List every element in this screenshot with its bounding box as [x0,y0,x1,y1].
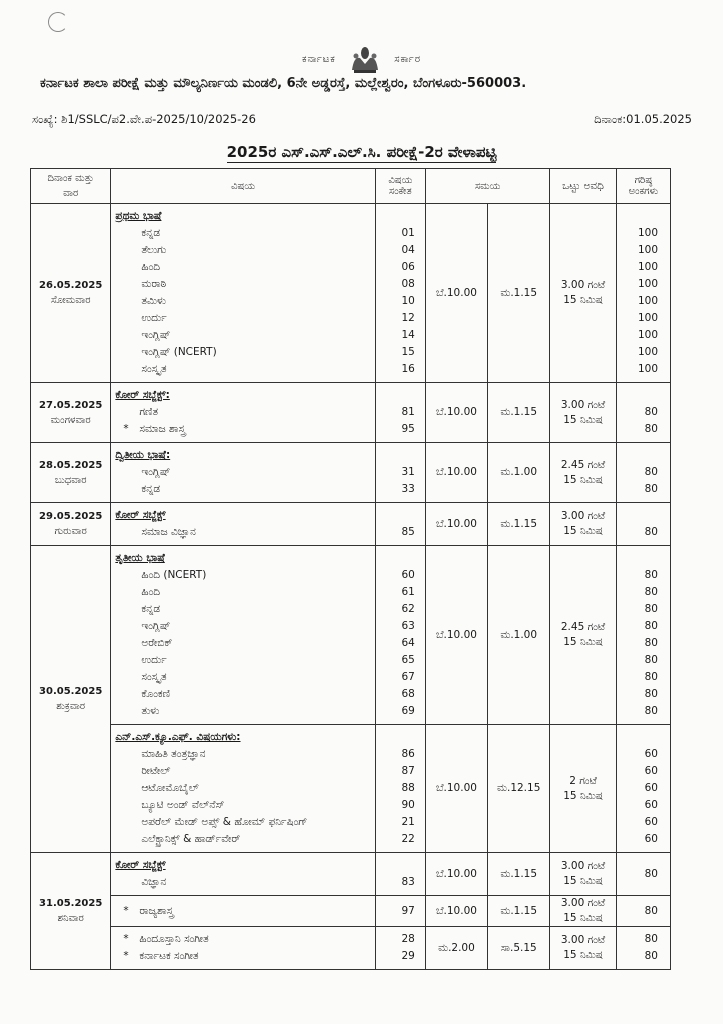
end-time: ಮ.1.15 [488,383,550,443]
subject-name [111,703,374,720]
subject-name [111,763,374,780]
issue-date: ದಿನಾಂಕ:01.05.2025 [594,112,692,126]
start-time: ಬೆ.10.00 [425,725,487,853]
date-cell: 30.05.2025 ಶುಕ್ರವಾರ [31,546,111,853]
subject-code: 63 [401,620,415,632]
max-marks: 60 [644,816,658,828]
header-time: ಸಮಯ [425,169,550,204]
code-cell [375,546,425,725]
subject-name [111,421,374,438]
subject-cell [111,204,375,383]
subject-label: ಎಲೆಕ್ಟ್ರಾನಿಕ್ಸ್ & ಹಾರ್ಡ್‌ವೇರ್ [141,833,241,845]
start-time: ಬೆ.10.00 [425,546,487,725]
table-row [31,503,671,546]
subject-label: ಕನ್ನಡ [141,227,161,239]
subject-cell: ಕೋರ್ ಸಬ್ಜೆಕ್ಟ್ ವಿಜ್ಞಾನ [111,853,375,896]
max-marks: 80 [644,654,658,666]
subject-name [111,831,374,848]
max-marks: 80 [644,423,658,435]
subject-code: 04 [401,244,415,256]
max-marks: 100 [637,295,658,307]
subject-name [111,361,374,378]
duration-cell: 2 ಗಂಟೆ 15 ನಿಮಿಷ [550,725,616,853]
max-marks: 80 [644,466,658,478]
punch-mark [48,12,68,32]
max-marks: 60 [644,833,658,845]
state-label: ಕರ್ನಾಟಕ [302,54,336,65]
duration-minutes: 15 ನಿಮಿಷ [563,525,603,537]
code-cell: 28 29 [375,927,425,970]
exam-day: ಸೋಮವಾರ [50,295,91,306]
subject-label: ಸಮಾಜ ವಿಜ್ಞಾನ [141,526,196,538]
spacer [617,447,670,464]
start-time: ಮ.2.00 [425,927,487,970]
group-heading: ಪ್ರಥಮ ಭಾಷೆ [115,210,162,222]
subject-label: ಗಣಿತ [139,406,159,418]
spacer [617,208,670,225]
duration-hours: 3.00 ಗಂಟೆ [560,279,606,291]
max-marks: 100 [637,244,658,256]
end-time: ಮ.1.15 [488,896,550,927]
subject-name [111,293,374,310]
subject-name [111,814,374,831]
max-marks: 100 [637,261,658,273]
subject-name [111,686,374,703]
code-cell: 97 [375,896,425,927]
max-marks: 80 [644,688,658,700]
max-marks: 100 [637,363,658,375]
table-row [31,546,671,725]
table-row [31,853,671,896]
start-time: ಬೆ.10.00 [425,896,487,927]
subject-label: ಕನ್ನಡ [141,603,161,615]
state-emblem-icon [348,44,382,74]
subject-cell: * ಹಿಂದೂಸ್ತಾನಿ ಸಂಗೀತ * ಕರ್ನಾಟಕ ಸಂಗೀತ [111,927,375,970]
spacer [376,387,425,404]
max-marks: 100 [637,227,658,239]
spacer [376,208,425,225]
title-text: 2025ರ ಎಸ್.ಎಸ್.ಎಲ್.ಸಿ. ಪರೀಕ್ಷೆ-2ರ ವೇಳಾಪಟ್ಟಿ [226,143,497,161]
max-marks: 100 [637,312,658,324]
start-time: ಬೆ.10.00 [425,204,487,383]
reference-number: ಸಂಖ್ಯೆ: ಶಿ1/SSLC/ಪ2.ವೇ.ಪ-2025/10/2025-26 [32,112,256,126]
subject-code: 22 [401,833,415,845]
subject-name [111,669,374,686]
subject-code: 90 [401,799,415,811]
subject-name [111,567,374,584]
table-row [31,927,671,970]
subject-code: 68 [401,688,415,700]
subject-name [111,584,374,601]
start-time: ಬೆ.10.00 [425,383,487,443]
duration-cell: 3.00 ಗಂಟೆ 15 ನಿಮಿಷ [550,927,616,970]
reference-line [32,112,692,127]
subject-label: ಕೊಂಕಣಿ [141,688,171,700]
subject-label: ಹಿಂದಿ (NCERT) [141,569,207,581]
marks-cell [616,503,670,546]
table-row [31,443,671,503]
end-time: ಮ.1.15 [488,503,550,546]
asterisk-mark: * [123,423,129,435]
exam-date: 29.05.2025 [39,511,103,522]
subject-name [111,746,374,763]
code-cell [375,204,425,383]
subject-name [111,635,374,652]
duration-cell [550,503,616,546]
subject-code: 60 [401,569,415,581]
table-header-row [31,169,671,204]
exam-date: 27.05.2025 [39,399,103,411]
subject-label: ಉರ್ದು [141,312,167,324]
exam-day: ಬುಧವಾರ [54,474,87,486]
subject-label: ತುಳು [141,705,160,717]
exam-timetable [30,168,671,970]
subject-name [111,618,374,635]
subject-name [111,780,374,797]
max-marks: 80 [644,603,658,615]
code-cell: 83 [375,853,425,896]
start-time: ಬೆ.10.00 [425,853,487,896]
marks-cell [616,546,670,725]
subject-label: ಉರ್ದು [141,654,167,666]
subject-code: 16 [401,363,415,375]
end-time: ಮ.1.15 [488,853,550,896]
subject-code: 01 [401,227,415,239]
spacer [617,387,670,404]
date-cell [31,204,111,383]
max-marks: 100 [637,346,658,358]
table-row [31,725,671,853]
code-cell [375,725,425,853]
max-marks: 80 [644,705,658,717]
subject-code: 08 [401,278,415,290]
subject-code: 10 [401,295,415,307]
subject-name [111,464,374,481]
subject-name [111,481,374,498]
subject-name [111,276,374,293]
end-time: ಸಾ.5.15 [488,927,550,970]
subject-cell [111,383,375,443]
table-row [31,383,671,443]
header-marks: ಗರಿಷ್ಠ ಅಂಕಗಳು [616,169,670,204]
duration-cell: 3.00 ಗಂಟೆ 15 ನಿಮಿಷ [550,896,616,927]
start-time: ಬೆ.10.00 [425,443,487,503]
subject-cell: ಎನ್.ಎಸ್.ಕ್ಯೂ.ಎಫ್. ವಿಷಯಗಳು: ಮಾಹಿತಿ ತಂತ್ರಜ್ಞಾನ ರೀಟೇಲ್ ಆಟೋಮೊಬೈಲ್ ಬ್ಯೂಟಿ ಅಂಡ್ ವೆಲ್‌ನೆಸ್ ಅಪರೆಲ್ ಮೇಡ್ ಅಪ್ಸ್ & ಹೋಮ್ ಫರ್ನಿಷಿಂಗ್ ಎಲೆಕ್ಟ್ರಾನಿಕ್ಸ್ & ಹಾರ್ಡ್‌ವೇರ್ [111,725,375,853]
subject-cell: * ರಾಜ್ಯಶಾಸ್ತ್ರ [111,896,375,927]
subject-label: ಹಿಂದಿ [141,586,161,598]
max-marks: 60 [644,765,658,777]
subject-label: ಇಂಗ್ಲಿಷ್ [141,620,171,632]
duration-cell [550,383,616,443]
max-marks: 80 [644,406,658,418]
duration-minutes: 15 ನಿಮಿಷ [563,413,603,426]
start-time: ಬೆ.10.00 [425,503,487,546]
subject-code: 12 [401,312,415,324]
subject-label: ಸಂಸ್ಕೃತ [141,671,167,683]
subject-code: 06 [401,261,415,273]
subject-label: ಹಿಂದಿ [141,261,161,273]
subject-name [111,225,374,242]
subject-label: ತಮಿಳು [141,295,167,307]
max-marks: 60 [644,799,658,811]
max-marks: 60 [644,782,658,794]
group-heading: ದ್ವಿತೀಯ ಭಾಷೆ: [115,449,171,461]
subject-cell [111,443,375,503]
marks-cell [616,204,670,383]
end-time: ಮ.1.15 [488,204,550,383]
code-cell [375,383,425,443]
subject-name [111,524,374,541]
date-cell [31,503,111,546]
subject-name [111,652,374,669]
marks-cell: 80 80 [616,927,670,970]
government-header [0,44,723,74]
subject-label: ರೀಟೇಲ್ [141,765,171,777]
subject-code: 14 [401,329,415,341]
end-time: ಮ.1.00 [488,443,550,503]
code-cell [375,503,425,546]
subject-code: 87 [401,765,415,777]
subject-code: 85 [401,526,415,538]
subject-code: 62 [401,603,415,615]
subject-code: 64 [401,637,415,649]
date-cell: 31.05.2025 ಶನಿವಾರ [31,853,111,970]
max-marks: 80 [644,586,658,598]
duration-cell: 3.00 ಗಂಟೆ 15 ನಿಮಿಷ [550,853,616,896]
max-marks: 100 [637,278,658,290]
max-marks: 80 [644,569,658,581]
subject-code: 31 [401,466,415,478]
subject-name [111,310,374,327]
subject-name [111,242,374,259]
subject-code: 15 [401,346,415,358]
end-time: ಮ.12.15 [488,725,550,853]
subject-label: ಅಪರೆಲ್ ಮೇಡ್ ಅಪ್ಸ್ & ಹೋಮ್ ಫರ್ನಿಷಿಂಗ್ [141,816,308,828]
duration-hours: 2.45 ಗಂಟೆ [560,458,606,471]
max-marks: 80 [644,637,658,649]
exam-date: 28.05.2025 [39,459,103,471]
subject-code: 95 [401,423,415,435]
page-title [0,143,723,161]
end-time: ಮ.1.00 [488,546,550,725]
duration-cell [550,443,616,503]
subject-label: ಬ್ಯೂಟಿ ಅಂಡ್ ವೆಲ್‌ನೆಸ್ [141,799,225,811]
marks-cell [616,725,670,853]
header-duration: ಒಟ್ಟು ಅವಧಿ [550,169,616,204]
subject-code: 21 [401,816,415,828]
marks-cell: 80 [616,896,670,927]
max-marks: 60 [644,748,658,760]
subject-cell [111,503,375,546]
subject-label: ಮರಾಠಿ [141,278,167,290]
board-address: ಕರ್ನಾಟಕ ಶಾಲಾ ಪರೀಕ್ಷೆ ಮತ್ತು ಮೌಲ್ಯನಿರ್ಣಯ ಮಂಡಲಿ, 6ನೇ ಅಡ್ಡರಸ್ತೆ, ಮಲ್ಲೇಶ್ವರಂ, ಬೆಂಗಳೂರು-560003. [40,76,527,91]
table-row [31,204,671,383]
group-heading: ಕೋರ್ ಸಬ್ಜೆಕ್ಟ್ [115,509,166,521]
subject-label: ಆಟೋಮೊಬೈಲ್ [141,782,199,794]
subject-label: ಅರೇಬಿಕ್ [141,637,173,649]
max-marks: 80 [644,620,658,632]
duration-minutes: 15 ನಿಮಿಷ [563,294,603,306]
marks-cell [616,443,670,503]
subject-code: 81 [401,406,415,418]
exam-day: ಮಂಗಳವಾರ [50,414,91,426]
marks-cell: 80 [616,853,670,896]
subject-name [111,404,374,421]
govt-label: ಸರ್ಕಾರ [394,54,421,65]
spacer [376,447,425,464]
duration-hours: 3.00 ಗಂಟೆ [560,398,606,411]
date-cell [31,443,111,503]
header-subject: ವಿಷಯ [111,169,375,204]
max-marks: 100 [637,329,658,341]
date-cell [31,383,111,443]
max-marks: 80 [644,671,658,683]
subject-code: 61 [401,586,415,598]
subject-code: 65 [401,654,415,666]
duration-cell: 2.45 ಗಂಟೆ 15 ನಿಮಿಷ [550,546,616,725]
header-date: ದಿನಾಂಕ ಮತ್ತು ವಾರ [31,169,111,204]
subject-code: 33 [401,483,415,495]
spacer [376,507,425,524]
spacer [617,507,670,524]
subject-label: ಇಂಗ್ಲಿಷ್ (NCERT) [141,346,217,358]
subject-label: ಕನ್ನಡ [141,483,161,495]
exam-day: ಗುರುವಾರ [54,526,87,537]
subject-cell: ತೃತೀಯ ಭಾಷೆ ಹಿಂದಿ (NCERT) ಹಿಂದಿ ಕನ್ನಡ ಇಂಗ್ಲಿಷ್ ಅರೇಬಿಕ್ ಉರ್ದು ಸಂಸ್ಕೃತ ಕೊಂಕಣಿ ತುಳು [111,546,375,725]
subject-name [111,797,374,814]
duration-minutes: 15 ನಿಮಿಷ [563,473,603,486]
subject-name [111,327,374,344]
group-heading: ಕೋರ್ ಸಬ್ಜೆಕ್ಟ್: [115,389,170,401]
subject-label: ಸಮಾಜ ಶಾಸ್ತ್ರ [139,423,186,435]
duration-cell [550,204,616,383]
max-marks: 80 [644,526,658,538]
subject-name [111,601,374,618]
duration-hours: 3.00 ಗಂಟೆ [560,510,606,522]
table-row [31,896,671,927]
subject-code: 69 [401,705,415,717]
subject-name [111,344,374,361]
header-code: ವಿಷಯ ಸಂಕೇತ [375,169,425,204]
subject-label: ಮಾಹಿತಿ ತಂತ್ರಜ್ಞಾನ [141,748,206,760]
subject-label: ಸಂಸ್ಕೃತ [141,363,167,375]
exam-date: 26.05.2025 [39,280,103,291]
subject-label: ಇಂಗ್ಲಿಷ್ [141,466,171,478]
subject-code: 86 [401,748,415,760]
code-cell [375,443,425,503]
subject-name [111,259,374,276]
subject-code: 67 [401,671,415,683]
subject-code: 88 [401,782,415,794]
marks-cell [616,383,670,443]
subject-label: ತೆಲುಗು [141,244,167,256]
subject-label: ಇಂಗ್ಲಿಷ್ [141,329,171,341]
max-marks: 80 [644,483,658,495]
